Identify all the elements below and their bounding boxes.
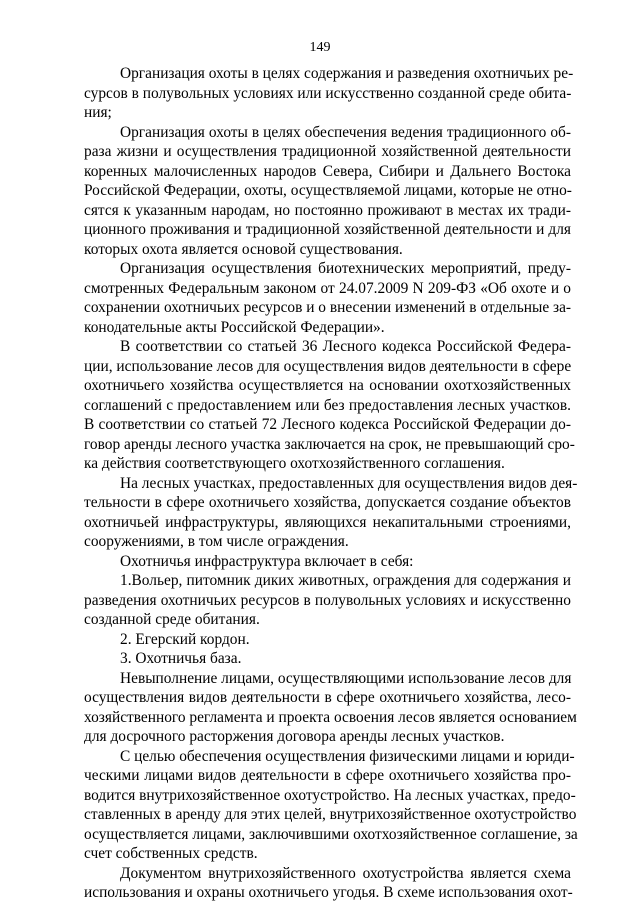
text-line: раза жизни и осуществления традиционной хозяйственной деятельности [84,143,571,160]
text-line: На лесных участках, предоставленных для осуществления видов дея- [120,474,578,492]
text-line: разведения охотничьих ресурсов в полувольных условиях и искусственно [84,591,571,609]
text-line: которых охота является основой существования. [84,240,403,258]
text-line: сооружениями, в том числе ограждения. [84,533,349,550]
text-line: В соответствии со статьей 36 Лесного кодекса Российской Федера- [120,338,571,355]
text-line: охотничьего хозяйства осуществляется на основании охотхозяйственных [84,377,571,394]
text-line: Организация охоты в целях содержания и разведения охотничьих ре- [120,65,574,82]
text-line: говор аренды лесного участка заключается на срок, не превышающий сро- [84,435,575,453]
text-line: Организация охоты в целях обеспечения ведения традиционного об- [120,123,571,141]
text-line: 3. Охотничья база. [120,650,242,667]
text-line: Организация осуществления биотехнических мероприятий, преду- [120,260,571,277]
text-line: ции, использование лесов для осуществления видов деятельности в сфере [84,357,572,375]
text-line: ционного проживания и традиционной хозяйственной деятельности и для [84,221,571,238]
text-line: В соответствии со статьей 72 Лесного кодекса Российской Федерации до- [84,416,571,433]
text-line: коренных малочисленных народов Севера, Сибири и Дальнего Востока [84,162,571,180]
text-line: смотренных Федеральным законом от 24.07.2009 N 209-ФЗ «Об охоте и о [84,279,571,297]
text-line: охотничьей инфраструктуры, являющихся некапитальными строениями, [84,513,571,531]
text-line: осуществления видов деятельности в сфере охотничьего хозяйства, лесо- [84,689,571,706]
text-line: Невыполнение лицами, осуществляющими использование лесов для [120,669,572,687]
text-line: С целью обеспечения осуществления физическими лицами и юриди- [120,747,575,765]
text-line: хозяйственного регламента и проекта освоения лесов является основанием [84,708,577,726]
text-line: ния; [84,104,112,121]
text-line: сурсов в полувольных условиях или искусственно созданной среде обита- [84,84,572,102]
text-line: 1.Вольер, питомник диких животных, ограждения для содержания и [120,572,571,589]
text-line: Российской Федерации, охоты, осуществляемой лицами, которые не отно- [84,182,572,199]
text-line: счет собственных средств. [84,845,258,862]
text-line: созданной среде обитания. [84,611,260,628]
text-line: ставленных в аренду для этих целей, внутрихозяйственное охотустройство [84,806,577,823]
text-line: использования и охраны охотничьего угодья. В схеме использования охот- [84,884,573,901]
page-number: 149 [309,40,331,55]
text-line: осуществляется лицами, заключившими охотхозяйственное соглашение, за [84,825,578,843]
text-line: Документом внутрихозяйственного охотустройства является схема [120,864,571,882]
body-text [84,64,578,903]
text-line: 2. Егерский кордон. [120,630,250,648]
text-line: Охотничья инфраструктура включает в себя: [120,552,414,570]
text-line: ческими лицами видов деятельности в сфере охотничьего хозяйства про- [84,767,571,784]
text-line: для досрочного расторжения договора аренды лесных участков. [84,728,505,745]
text-line: сохранении охотничьих ресурсов и о внесении изменений в отдельные за- [84,299,572,316]
text-line: сятся к указанным народам, но постоянно проживают в местах их тради- [84,201,571,219]
text-line: соглашений с предоставлением или без предоставления лесных участков. [84,396,571,414]
text-line: водится внутрихозяйственное охотустройство. На лесных участках, предо- [84,786,576,804]
text-line: тельности в сфере охотничьего хозяйства, допускается создание объектов [84,494,571,511]
text-line: ка действия соответствующего охотхозяйственного соглашения. [84,455,505,472]
text-line: конодательные акты Российской Федерации». [84,318,385,336]
